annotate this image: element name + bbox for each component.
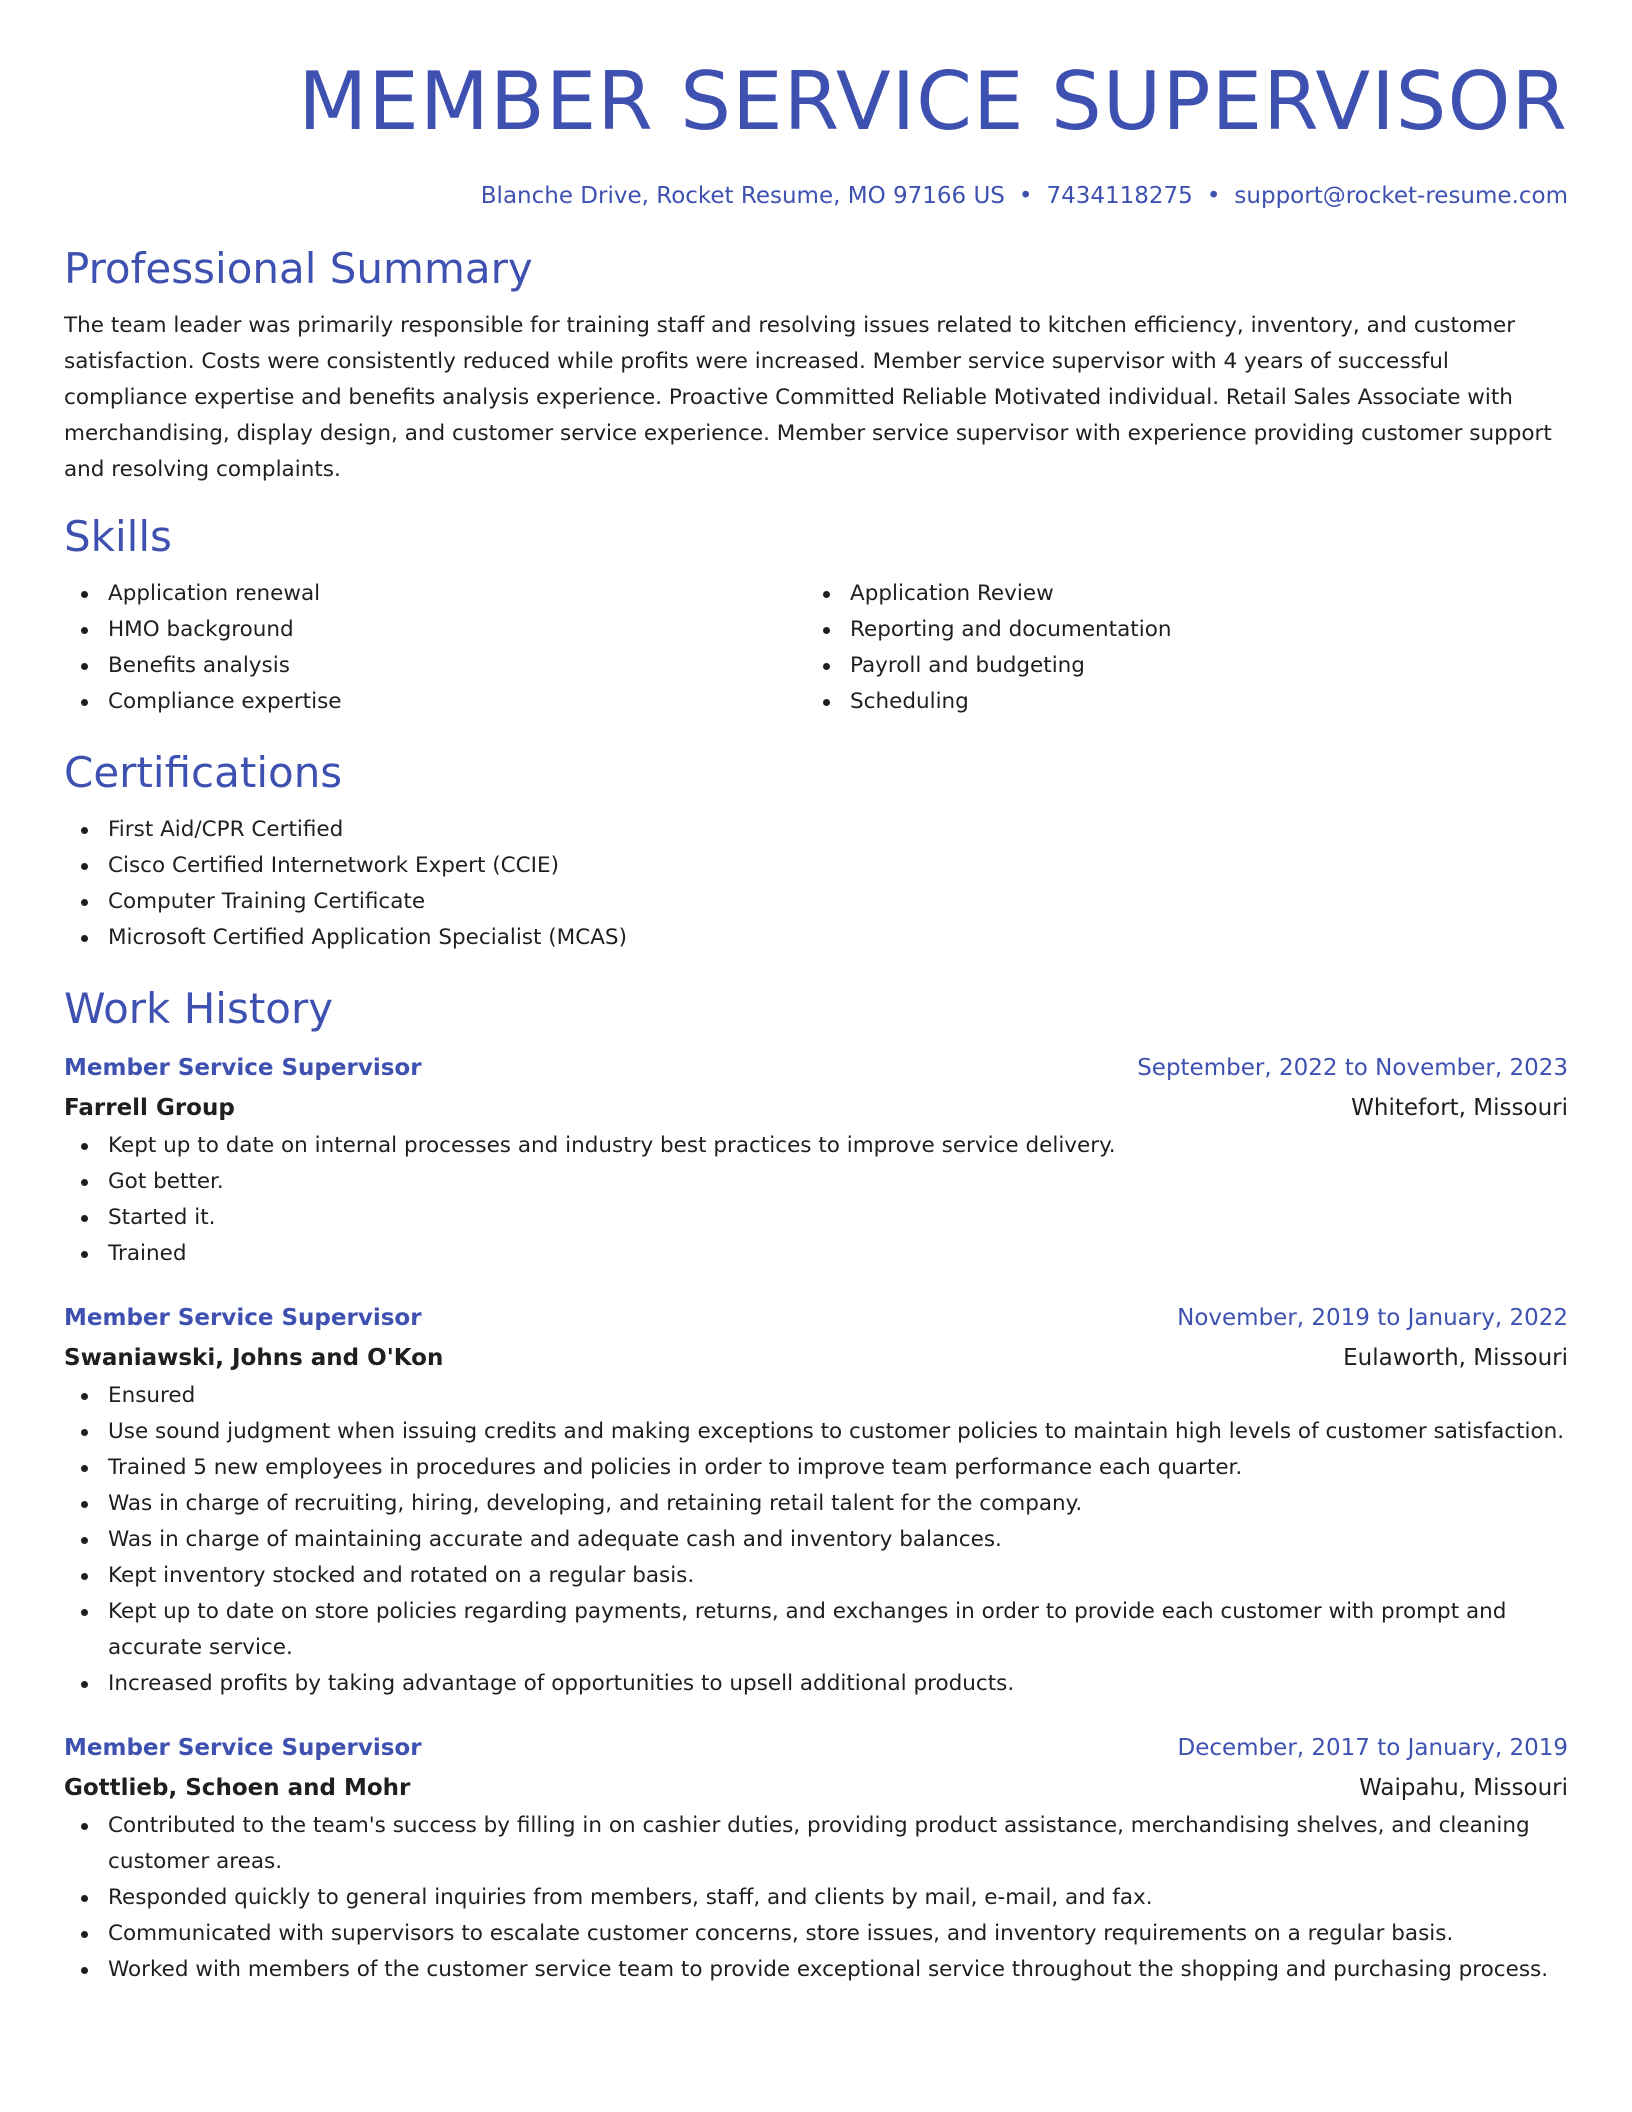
skill-item: Application Review xyxy=(806,576,1548,612)
job-bullets xyxy=(64,1378,1568,1702)
job-bullet: Kept inventory stocked and rotated on a regular basis. xyxy=(64,1558,1568,1594)
skill-item: HMO background xyxy=(64,612,806,648)
contact-email: support@rocket-resume.com xyxy=(1234,183,1568,209)
job-company: Farrell Group xyxy=(64,1095,235,1121)
job-bullets xyxy=(64,1808,1568,1988)
job-dates: September, 2022 to November, 2023 xyxy=(1137,1055,1568,1081)
contact-address: Blanche Drive, Rocket Resume, MO 97166 US xyxy=(480,183,1005,209)
job-title: Member Service Supervisor xyxy=(64,1735,422,1761)
job-dates: December, 2017 to January, 2019 xyxy=(1177,1735,1568,1761)
job-bullet: Contributed to the team's success by filling in on cashier duties, providing product assistance, merchandising shelves, and cleaning customer areas. xyxy=(64,1808,1568,1880)
job-entry xyxy=(64,1728,1568,1988)
job-employer-row xyxy=(64,1338,1568,1378)
job-bullet: Responded quickly to general inquiries from members, staff, and clients by mail, e-mail, and fax. xyxy=(64,1880,1568,1916)
contact-line xyxy=(64,180,1568,212)
job-bullet: Increased profits by taking advantage of opportunities to upsell additional products. xyxy=(64,1666,1568,1702)
job-bullet: Trained xyxy=(64,1236,1568,1272)
job-header-row xyxy=(64,1298,1568,1338)
job-bullet: Started it. xyxy=(64,1200,1568,1236)
job-bullet: Kept up to date on store policies regarding payments, returns, and exchanges in order to provide each customer with prompt and accurate service. xyxy=(64,1594,1568,1666)
resume-name: MEMBER SERVICE SUPERVISOR xyxy=(298,55,1568,148)
job-entry xyxy=(64,1298,1568,1702)
job-header-row xyxy=(64,1728,1568,1768)
skills-column-left xyxy=(64,576,806,720)
job-bullet: Worked with members of the customer service team to provide exceptional service throughout the shopping and purchasing process. xyxy=(64,1952,1568,1988)
certification-item: Cisco Certified Internetwork Expert (CCIE) xyxy=(64,848,1568,884)
contact-separator: • xyxy=(1206,183,1221,209)
skills-column-right xyxy=(806,576,1548,720)
contact-separator: • xyxy=(1018,183,1033,209)
job-location: Eulaworth, Missouri xyxy=(1343,1345,1568,1371)
work-history-heading: Work History xyxy=(64,984,334,1033)
job-company: Swaniawski, Johns and O'Kon xyxy=(64,1345,444,1371)
job-title: Member Service Supervisor xyxy=(64,1055,422,1081)
job-bullet: Got better. xyxy=(64,1164,1568,1200)
certification-item: Computer Training Certificate xyxy=(64,884,1568,920)
skill-item: Scheduling xyxy=(806,684,1548,720)
job-bullet: Kept up to date on internal processes and industry best practices to improve service delivery. xyxy=(64,1128,1568,1164)
job-employer-row xyxy=(64,1768,1568,1808)
job-company: Gottlieb, Schoen and Mohr xyxy=(64,1775,411,1801)
job-bullet: Was in charge of recruiting, hiring, developing, and retaining retail talent for the company. xyxy=(64,1486,1568,1522)
certification-item: First Aid/CPR Certified xyxy=(64,812,1568,848)
certifications-list xyxy=(64,812,1568,956)
skills-grid xyxy=(64,576,1568,720)
certifications-heading: Certifications xyxy=(64,748,343,797)
job-bullet: Use sound judgment when issuing credits and making exceptions to customer policies to maintain high levels of customer satisfaction. xyxy=(64,1414,1568,1450)
skills-heading: Skills xyxy=(64,512,172,561)
skill-item: Compliance expertise xyxy=(64,684,806,720)
skill-item: Application renewal xyxy=(64,576,806,612)
job-employer-row xyxy=(64,1088,1568,1128)
job-dates: November, 2019 to January, 2022 xyxy=(1177,1305,1568,1331)
skill-item: Benefits analysis xyxy=(64,648,806,684)
job-bullet: Was in charge of maintaining accurate and adequate cash and inventory balances. xyxy=(64,1522,1568,1558)
summary-text: The team leader was primarily responsible for training staff and resolving issues related to kitchen efficiency, inventory, and customer satisfaction. Costs were consistently reduced while profits were increased. Member service supervisor with 4 years of successful compliance expertise and benefits analysis experience. Proactive Committed Reliable Motivated individual. Retail Sales Associate with merchandising, display design, and customer service experience. Member service supervisor with experience providing customer support and resolving complaints. xyxy=(64,313,1552,482)
job-bullet: Trained 5 new employees in procedures and policies in order to improve team performance each quarter. xyxy=(64,1450,1568,1486)
job-bullets xyxy=(64,1128,1568,1272)
job-title: Member Service Supervisor xyxy=(64,1305,422,1331)
certification-item: Microsoft Certified Application Specialist (MCAS) xyxy=(64,920,1568,956)
skill-item: Reporting and documentation xyxy=(806,612,1548,648)
summary-heading: Professional Summary xyxy=(64,244,533,293)
job-entry xyxy=(64,1048,1568,1272)
skill-item: Payroll and budgeting xyxy=(806,648,1548,684)
job-bullet: Ensured xyxy=(64,1378,1568,1414)
job-location: Whitefort, Missouri xyxy=(1351,1095,1568,1121)
contact-phone: 7434118275 xyxy=(1046,183,1193,209)
job-header-row xyxy=(64,1048,1568,1088)
job-bullet: Communicated with supervisors to escalate customer concerns, store issues, and inventory requirements on a regular basis. xyxy=(64,1916,1568,1952)
job-location: Waipahu, Missouri xyxy=(1359,1775,1568,1801)
